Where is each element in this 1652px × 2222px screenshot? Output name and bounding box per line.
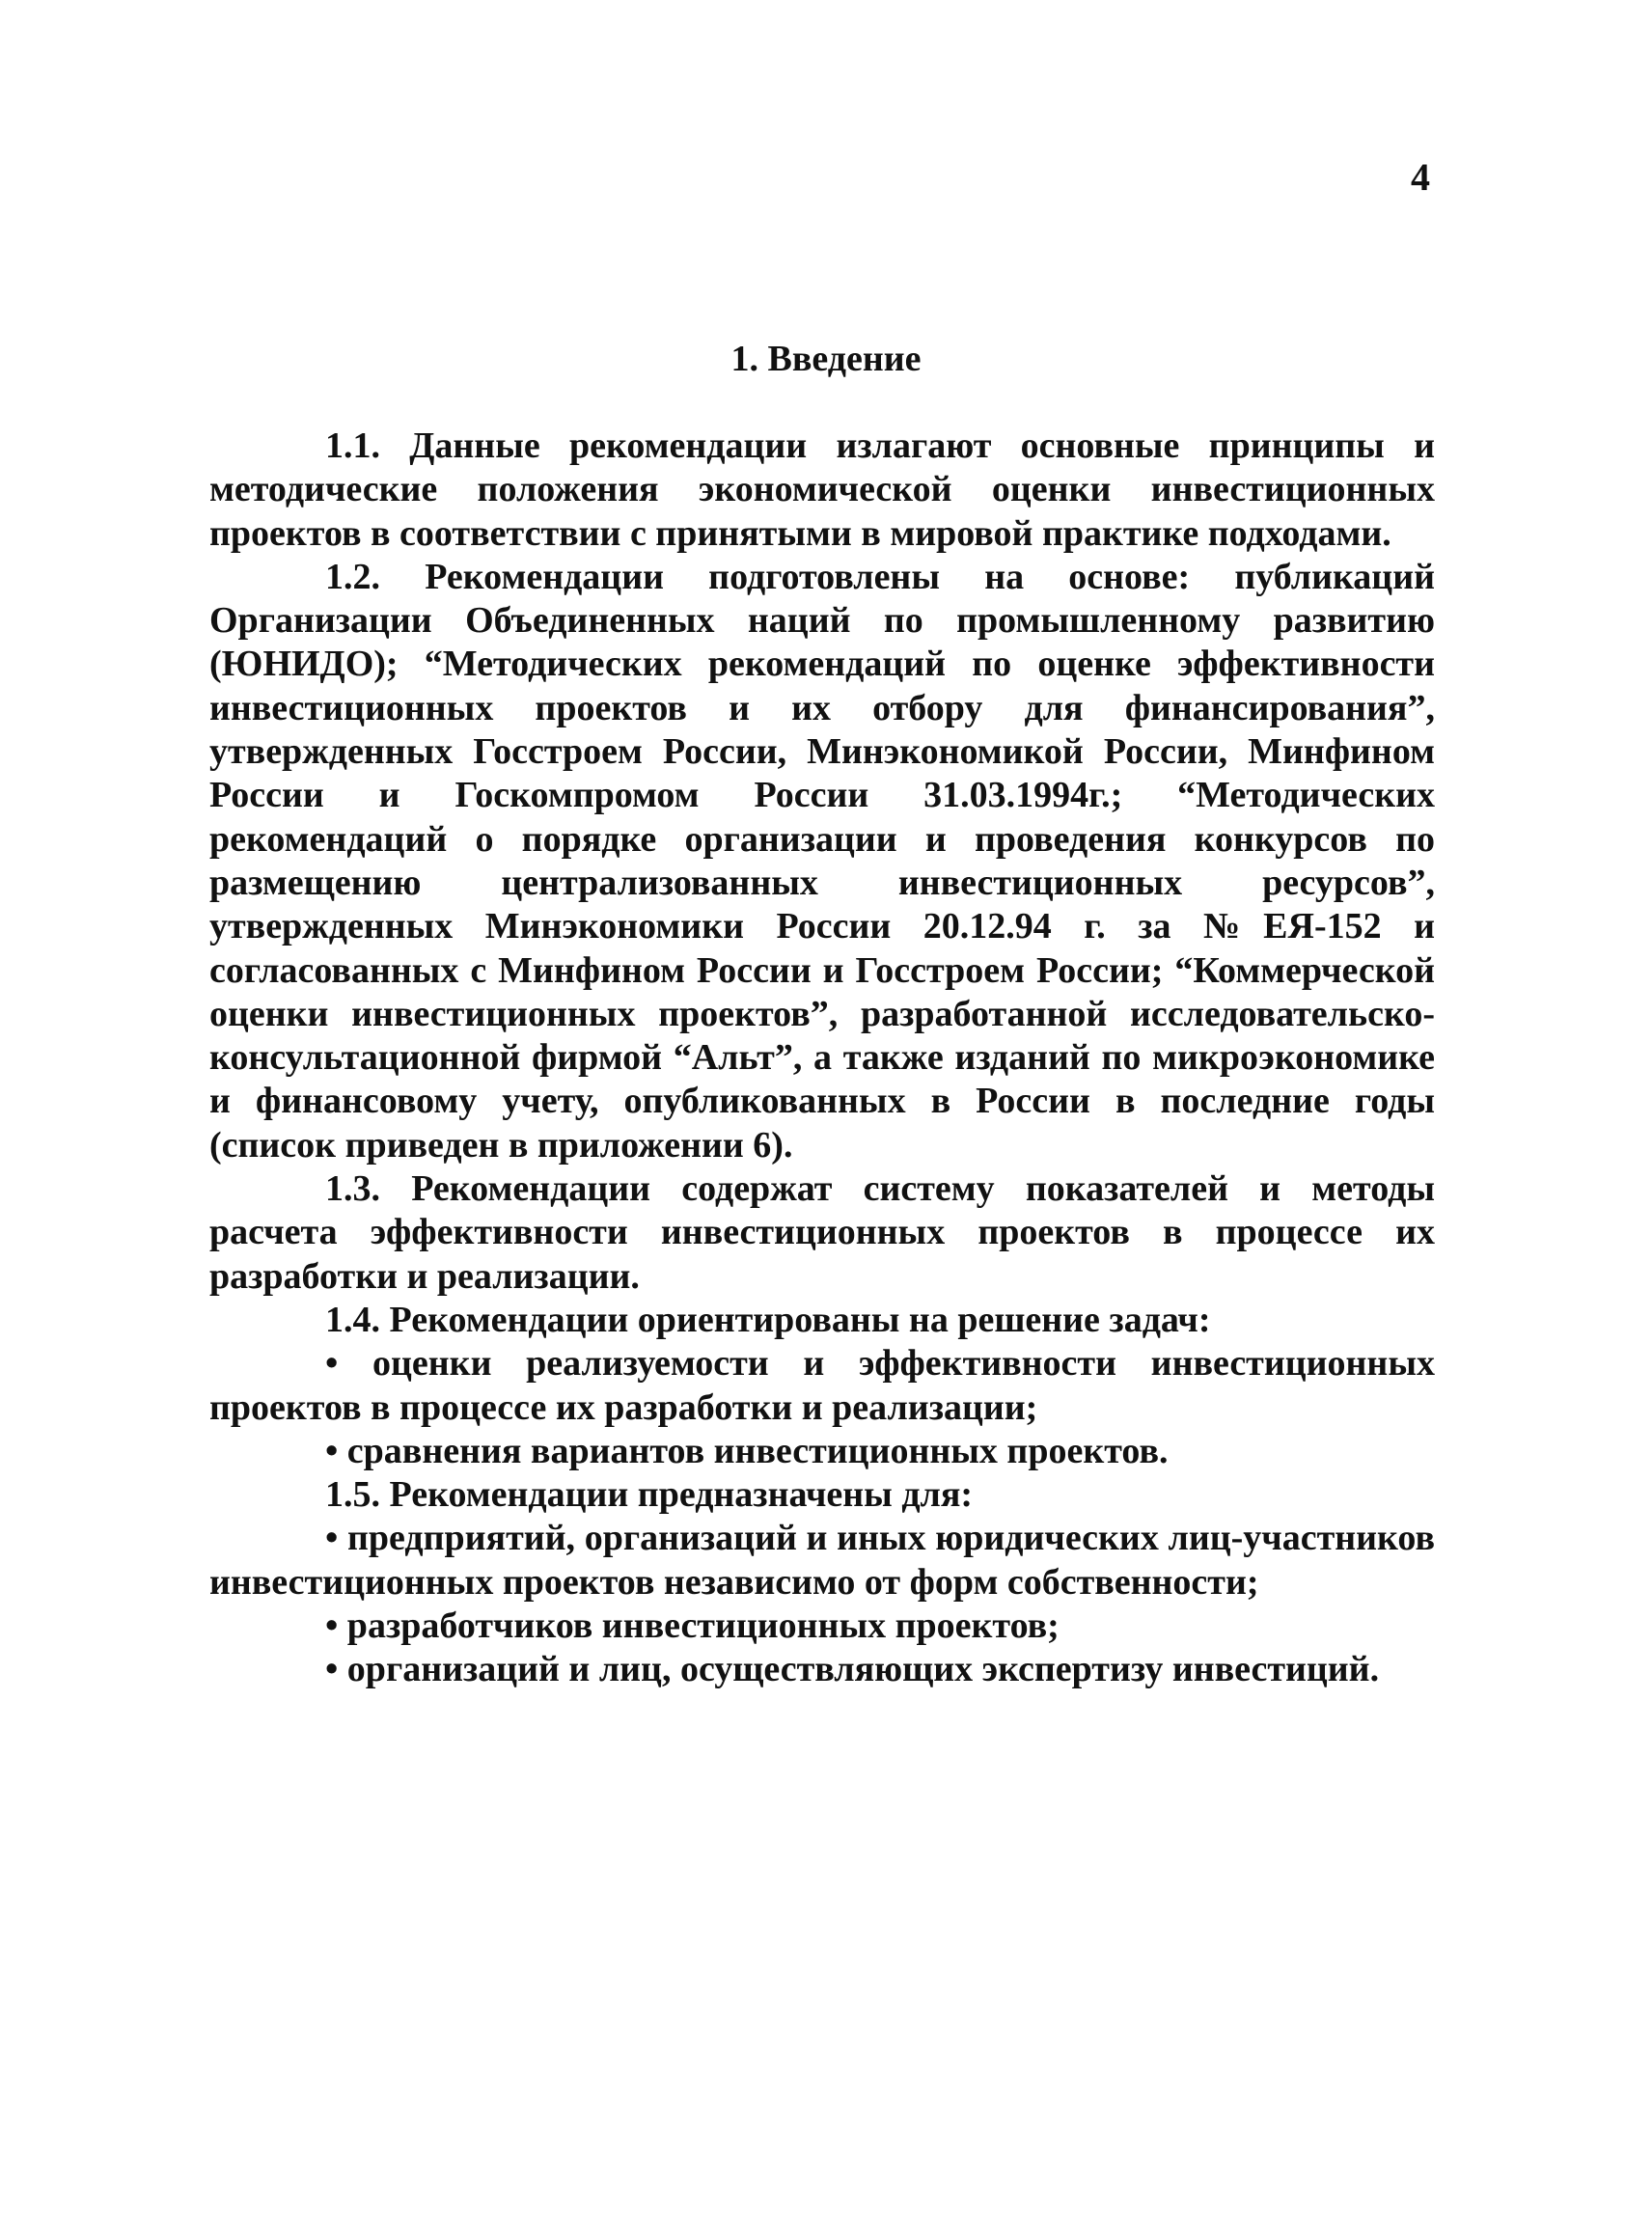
page-number: 4 <box>1411 155 1430 199</box>
paragraph-1-4: 1.4. Рекомендации ориентированы на решение задач: <box>325 1299 1211 1340</box>
section-title: 1. Введение <box>730 339 922 379</box>
bullet-item: • оценки реализуемости и эффективности инвестиционных проектов в процессе их разработки и реализации; <box>209 1343 1435 1428</box>
bullet-item: • разработчиков инвестиционных проектов; <box>325 1605 1060 1647</box>
paragraph-1-3: 1.3. Рекомендации содержат систему показателей и методы расчета эффективности инвестиционных проектов в процессе их разработки и реализации. <box>209 1168 1435 1297</box>
bullet-item: • предприятий, организаций и иных юридических лиц-участников инвестиционных проектов независимо от форм собственности; <box>209 1518 1435 1603</box>
paragraph-1-2: 1.2. Рекомендации подготовлены на основе: публикаций Организации Объединенных наций по промышленному развитию (ЮНИДО); “Методических рекомендаций по оценке эффективности инвестиционных проектов и их отбору для финансирования”, утвержденных Госстроем России, Минэкономикой России, Минфином России и Госкомпромом России 31.03.1994г.; “Методических рекомендаций о порядке организации и проведения конкурсов по размещению централизованных инвестиционных ресурсов”, утвержденных Минэкономики России 20.12.94 г. за №ЕЯ-152 и согласованных с Минфином России и Госстроем России; “Коммерческой оценки инвестиционных проектов”, разработанной исследовательско-консультационной фирмой “Альт”, а также изданий по микроэкономике и финансовому учету, опубликованных в России в последние годы (список приведен в приложении 6). <box>209 556 1435 1166</box>
bullet-item: • организаций и лиц, осуществляющих экспертизу инвестиций. <box>325 1649 1380 1690</box>
bullet-item: • сравнения вариантов инвестиционных проектов. <box>325 1430 1169 1471</box>
document-body <box>209 425 1435 1692</box>
paragraph-1-1: 1.1. Данные рекомендации излагают основные принципы и методические положения экономической оценки инвестиционных проектов в соответствии с принятыми в мировой практике подходами. <box>209 425 1435 554</box>
paragraph-1-5: 1.5. Рекомендации предназначены для: <box>325 1474 974 1516</box>
